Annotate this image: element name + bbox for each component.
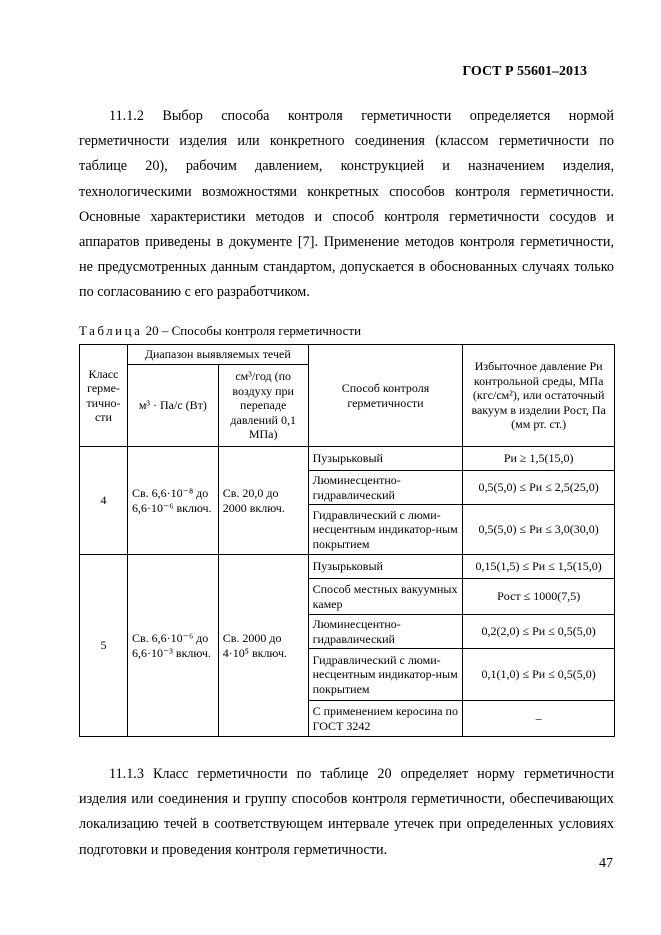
table-caption-text: 20 – Способы контроля герметичности <box>142 323 362 338</box>
header-pressure: Избыточное давление Pи контрольной среды, МПа (кгс/см²), или остаточный вакуум в изделии Pост, Па (мм рт. ст.) <box>463 345 615 447</box>
method-cell: Люминесцентно-гидравлический <box>308 471 463 505</box>
pressure-cell: 0,2(2,0) ≤ Pи ≤ 0,5(5,0) <box>463 615 615 649</box>
class-4-cell: 4 <box>80 447 128 555</box>
class-5-range-cm3: Св. 2000 до 4·10⁵ включ. <box>218 555 308 737</box>
method-cell: Гидравлический с люми-несцентным индикатор-ным покрытием <box>308 649 463 701</box>
header-range: Диапазон выявляемых течей <box>127 345 308 365</box>
table-caption-prefix: Таблица <box>79 323 143 338</box>
class-5-cell: 5 <box>80 555 128 737</box>
method-cell: Пузырьковый <box>308 447 463 471</box>
class-4-range-m3: Св. 6,6·10⁻⁸ до 6,6·10⁻⁶ включ. <box>127 447 218 555</box>
document-header: ГОСТ Р 55601–2013 <box>462 64 587 79</box>
page-number: 47 <box>599 856 613 871</box>
class-4-range-cm3: Св. 20,0 до 2000 включ. <box>218 447 308 555</box>
table-caption <box>79 323 361 339</box>
pressure-cell: Pи ≥ 1,5(15,0) <box>463 447 615 471</box>
method-cell: Способ местных вакуумных камер <box>308 579 463 615</box>
leak-test-methods-table <box>79 344 615 737</box>
pressure-cell: 0,5(5,0) ≤ Pи ≤ 3,0(30,0) <box>463 505 615 555</box>
paragraph-11-1-2 <box>79 104 614 306</box>
header-unit-m3: м³ · Па/с (Вт) <box>127 365 218 447</box>
pressure-cell: 0,5(5,0) ≤ Pи ≤ 2,5(25,0) <box>463 471 615 505</box>
method-cell: Люминесцентно-гидравлический <box>308 615 463 649</box>
header-unit-cm3: см³/год (по воздуху при перепаде давлений 0,1 МПа) <box>218 365 308 447</box>
method-cell: Пузырьковый <box>308 555 463 579</box>
method-cell: С применением керосина по ГОСТ 3242 <box>308 701 463 737</box>
header-method: Способ контроля герметичности <box>308 345 463 447</box>
paragraph-11-1-3 <box>79 762 614 863</box>
class-5-range-m3: Св. 6,6·10⁻⁶ до 6,6·10⁻³ включ. <box>127 555 218 737</box>
pressure-cell: 0,15(1,5) ≤ Pи ≤ 1,5(15,0) <box>463 555 615 579</box>
paragraph-text: 11.1.3 Класс герметичности по таблице 20 определяет норму герметичности изделия или соединения и группу способов контроля герметичности, обеспечивающих локализацию течей в соответствующем интервале утечек при определенных условиях подготовки и проведения контроля герметичности. <box>79 766 614 858</box>
pressure-cell: 0,1(1,0) ≤ Pи ≤ 0,5(5,0) <box>463 649 615 701</box>
pressure-cell: – <box>463 701 615 737</box>
paragraph-text: 11.1.2 Выбор способа контроля герметичности определяется нормой герметичности изделия или конкретного соединения (классом герметичности по таблице 20), рабочим давлением, конструкцией и назначением изделия, технологическими возможностями конкретных способов контроля герметичности. Основные характеристики методов и способ контроля герметичности сосудов и аппаратов приведены в документе [7]. Применение методов контроля герметичности, не предусмотренных данным стандартом, допускается в обоснованных случаях только по согласованию с его разработчиком. <box>79 108 614 301</box>
header-class: Класс герме-тично-сти <box>80 345 128 447</box>
pressure-cell: Pост ≤ 1000(7,5) <box>463 579 615 615</box>
method-cell: Гидравлический с люми-несцентным индикатор-ным покрытием <box>308 505 463 555</box>
